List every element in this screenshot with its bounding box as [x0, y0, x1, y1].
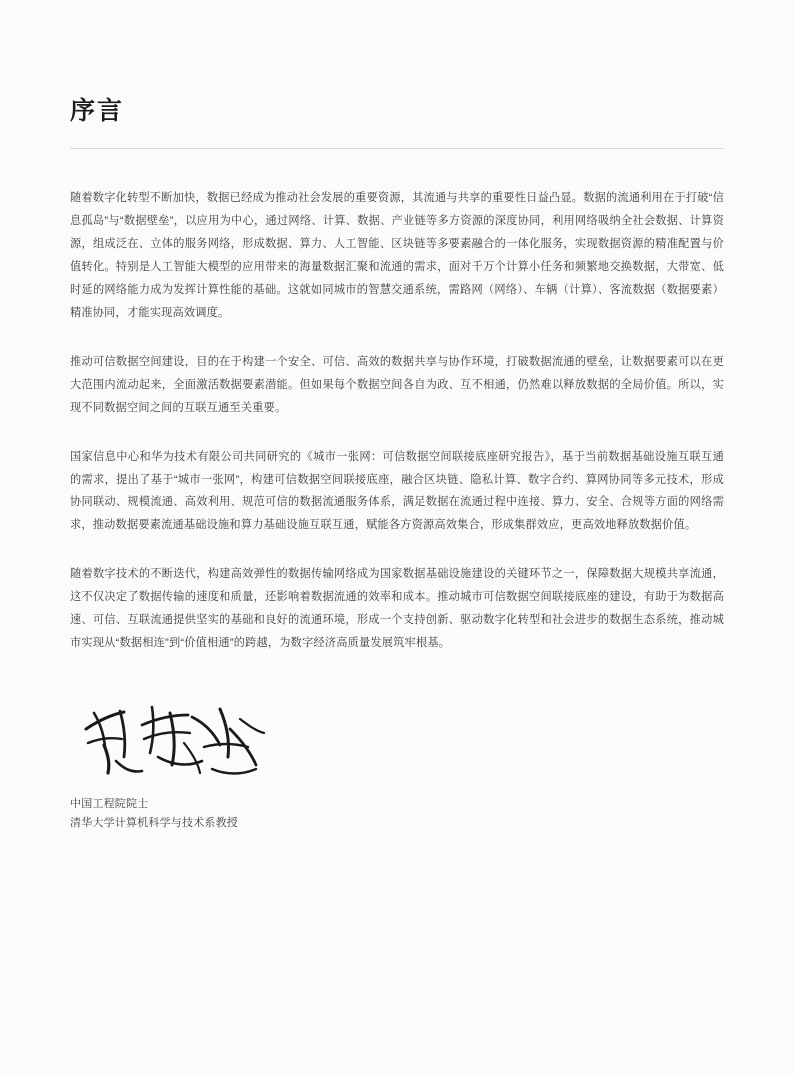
paragraph: 国家信息中心和华为技术有限公司共同研究的《城市一张网：可信数据空间联接底座研究报告》，基于当前数据基础设施互联互通的需求，提出了基于“城市一张网”，构建可信数据空间联接底座，融合区块链、隐私计算、数字合约、算网协同等多元技术，形成协同联动、规模流通、高效利用、规范可信的数据流通服务体系，满足数据在流通过程中连接、算力、安全、合规等方面的网络需求，推动数据要素流通基础设施和算力基础设施互联互通，赋能各方资源高效集合，形成集群效应，更高效地释放数据价值。	[70, 450, 724, 532]
document-content	[70, 96, 724, 834]
signature-affiliation-line: 清华大学计算机科学与技术系教授	[70, 817, 238, 830]
signature-block	[70, 699, 724, 834]
paragraph: 随着数字化转型不断加快，数据已经成为推动社会发展的重要资源，其流通与共享的重要性日益凸显。数据的流通利用在于打破“信息孤岛”与“数据壁垒”，以应用为中心，通过网络、计算、数据、产业链等多方资源的深度协同，利用网络吸纳全社会数据、计算资源，组成泛在、立体的服务网络，形成数据、算力、人工智能、区块链等多要素融合的一体化服务，实现数据资源的精准配置与价值转化。特别是人工智能大模型的应用带来的海量数据汇聚和流通的需求，面对千万个计算小任务和频繁地交换数据，大带宽、低时延的网络能力成为发挥计算性能的基础。这就如同城市的智慧交通系统，需路网（网络）、车辆（计算）、客流数据（数据要素）精准协同，才能实现高效调度。	[70, 192, 724, 319]
paragraph: 推动可信数据空间建设，目的在于构建一个安全、可信、高效的数据共享与协作环境，打破数据流通的壁垒，让数据要素可以在更大范围内流动起来，全面激活数据要素潜能。但如果每个数据空间各自为政、互不相通，仍然难以释放数据的全局价值。所以，实现不同数据空间之间的互联互通至关重要。	[70, 355, 724, 414]
paragraph: 随着数字技术的不断迭代，构建高效弹性的数据传输网络成为国家数据基础设施建设的关键环节之一，保障数据大规模共享流通，这不仅决定了数据传输的速度和质量，还影响着数据流通的效率和成本。推动城市可信数据空间联接底座的建设，有助于为数据高速、可信、互联流通提供坚实的基础和良好的流通环境，形成一个支持创新、驱动数字化转型和社会进步的数据生态系统，推动城市实现从“数据相连”到“价值相通”的跨越，为数字经济高质量发展筑牢根基。	[70, 568, 724, 650]
signature-title-line: 中国工程院院士	[70, 798, 149, 811]
handwritten-signature-icon	[80, 699, 270, 783]
title-divider	[70, 148, 724, 149]
page-title: 序言	[70, 97, 125, 125]
